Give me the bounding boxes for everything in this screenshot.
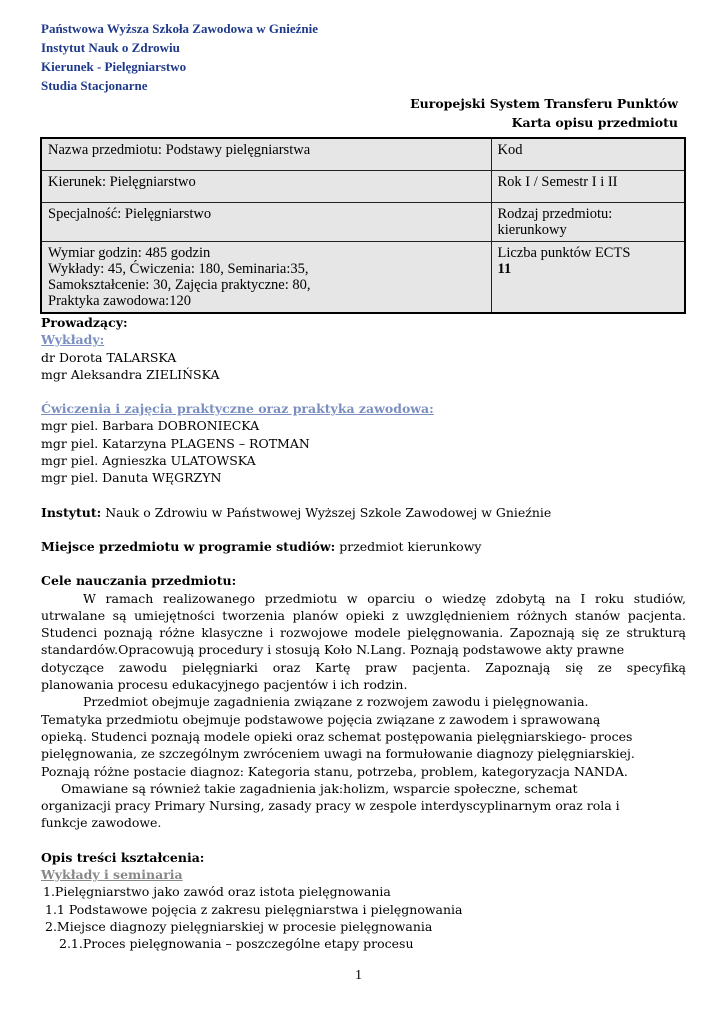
code-cell: Kod	[491, 138, 685, 170]
specialty-cell: Specjalność: Pielęgniarstwo	[41, 202, 491, 241]
year-semester-cell: Rok I / Semestr I i II	[491, 170, 685, 202]
place-label: Miejsce przedmiotu w programie studiów:	[41, 538, 336, 554]
ects-cell	[491, 241, 685, 313]
lectures-heading: Wykłady:	[41, 332, 105, 348]
page-number: 1	[355, 968, 362, 983]
header-study-mode: Studia Stacjonarne	[41, 78, 148, 93]
goals-line: Poznają różne postacie diagnoz: Kategoria stanu, potrzeba, problem, kategoryzacja NANDA.	[41, 763, 628, 779]
lecturer-item: mgr Aleksandra ZIELIŃSKA	[41, 366, 220, 382]
instructor-item: mgr piel. Katarzyna PLAGENS – ROTMAN	[41, 435, 310, 451]
content-item: 2.Miejsce diagnozy pielęgniarskiej w procesie pielęgnowania	[45, 918, 433, 934]
content-item: 1.Pielęgniarstwo jako zawód oraz istota pielęgnowania	[43, 884, 391, 900]
header-field: Kierunek - Pielęgniarstwo	[41, 59, 187, 74]
course-info-table	[40, 137, 686, 314]
goals-line: Omawiane są również takie zagadnienia jak:holizm, wsparcie społeczne, schemat	[61, 780, 578, 796]
place-value: przedmiot kierunkowy	[335, 538, 482, 554]
goals-line: W ramach realizowanego przedmiotu w oparciu o wiedzę zdobytą na I roku studiów,	[83, 590, 686, 606]
place-line	[41, 538, 686, 555]
goals-heading: Cele nauczania przedmiotu:	[41, 573, 237, 589]
table-row	[41, 170, 685, 202]
institute-label: Instytut:	[41, 504, 102, 520]
hours-cell	[41, 241, 491, 313]
goals-line: Tematyka przedmiotu obejmuje podstawowe pojęcia związane z zawodem i sprawowaną	[41, 711, 601, 727]
course-type-cell	[491, 202, 685, 241]
content-subheading: Wykłady i seminaria	[41, 867, 183, 883]
content-heading: Opis treści kształcenia:	[41, 849, 205, 865]
document-body	[41, 314, 686, 953]
goals-line: planowania procesu edukacyjnego pacjentów i ich rodzin.	[41, 677, 408, 693]
course-name-cell: Nazwa przedmiotu: Podstawy pielęgniarstwa	[41, 138, 491, 170]
table-row	[41, 241, 685, 313]
title-card: Karta opisu przedmiotu	[511, 115, 678, 130]
instructor-item: mgr piel. Agnieszka ULATOWSKA	[41, 453, 256, 469]
hours-total: Wymiar godzin: 485 godzin	[48, 244, 211, 261]
hours-practice: Praktyka zawodowa:120	[48, 292, 191, 309]
teachers-heading: Prowadzący:	[41, 315, 128, 330]
exercises-heading: Ćwiczenia i zajęcia praktyczne oraz praktyka zawodowa:	[41, 401, 434, 417]
document-title	[410, 94, 678, 132]
ects-label: Liczba punktów ECTS	[497, 244, 631, 261]
table-row	[41, 202, 685, 241]
goals-line: pielęgnowania, ze szczególnym zwróceniem uwagi na formułowanie diagnozy pielęgniarskiej.	[41, 746, 635, 762]
hours-lectures: Wykłady: 45, Ćwiczenia: 180, Seminaria:35,	[48, 260, 309, 277]
goals-line: organizacji pracy Primary Nursing, zasady pracy w zespole interdyscyplinarnym oraz rola i	[41, 798, 620, 814]
content-item: 1.1 Podstawowe pojęcia z zakresu pielęgniarstwa i pielęgnowania	[45, 901, 463, 917]
course-type-label: Rodzaj przedmiotu:	[497, 205, 613, 222]
header-institute: Instytut Nauk o Zdrowiu	[41, 40, 180, 55]
course-type-value: kierunkowy	[497, 221, 567, 238]
goals-line: Studenci poznają różne klasyczne i rozwojowe modele pielęgnowania. Zapoznają się ze strukturą	[41, 625, 686, 641]
instructor-item: mgr piel. Danuta WĘGRZYN	[41, 470, 222, 486]
goals-line: funkcje zawodowe.	[41, 815, 162, 831]
content-item: 2.1.Proces pielęgnowania – poszczególne etapy procesu	[59, 936, 414, 952]
title-ects: Europejski System Transferu Punktów	[410, 96, 678, 111]
ects-value: 11	[497, 260, 512, 277]
goals-line: dotyczące zawodu pielęgniarki oraz Kartę praw pacjenta. Zapoznają się ze specyfiką	[41, 659, 686, 675]
institute-line	[41, 504, 686, 521]
institute-value: Nauk o Zdrowiu w Państwowej Wyższej Szkole Zawodowej w Gnieźnie	[101, 504, 552, 520]
lecturer-item: dr Dorota TALARSKA	[41, 349, 177, 365]
goals-line: utrwalane są umiejętności tworzenia planów opieki z uwzględnieniem różnych stanów pacjenta.	[41, 607, 686, 623]
goals-line: opieką. Studenci poznają modele opieki oraz schemat postępowania pielęgniarskiego- proces	[41, 728, 633, 744]
field-cell: Kierunek: Pielęgniarstwo	[41, 170, 491, 202]
goals-line: standardów.Opracowują procedury i stosują Koło N.Lang. Poznają podstawowe akty prawne	[41, 642, 625, 658]
institution-header	[41, 19, 318, 95]
goals-line: Przedmiot obejmuje zagadnienia związane z rozwojem zawodu i pielęgnowania.	[83, 694, 589, 710]
header-university: Państwowa Wyższa Szkoła Zawodowa w Gnieźnie	[41, 21, 318, 36]
table-row	[41, 138, 685, 170]
hours-self-study: Samokształcenie: 30, Zajęcia praktyczne: 80,	[48, 276, 311, 293]
instructor-item: mgr piel. Barbara DOBRONIECKA	[41, 418, 260, 434]
